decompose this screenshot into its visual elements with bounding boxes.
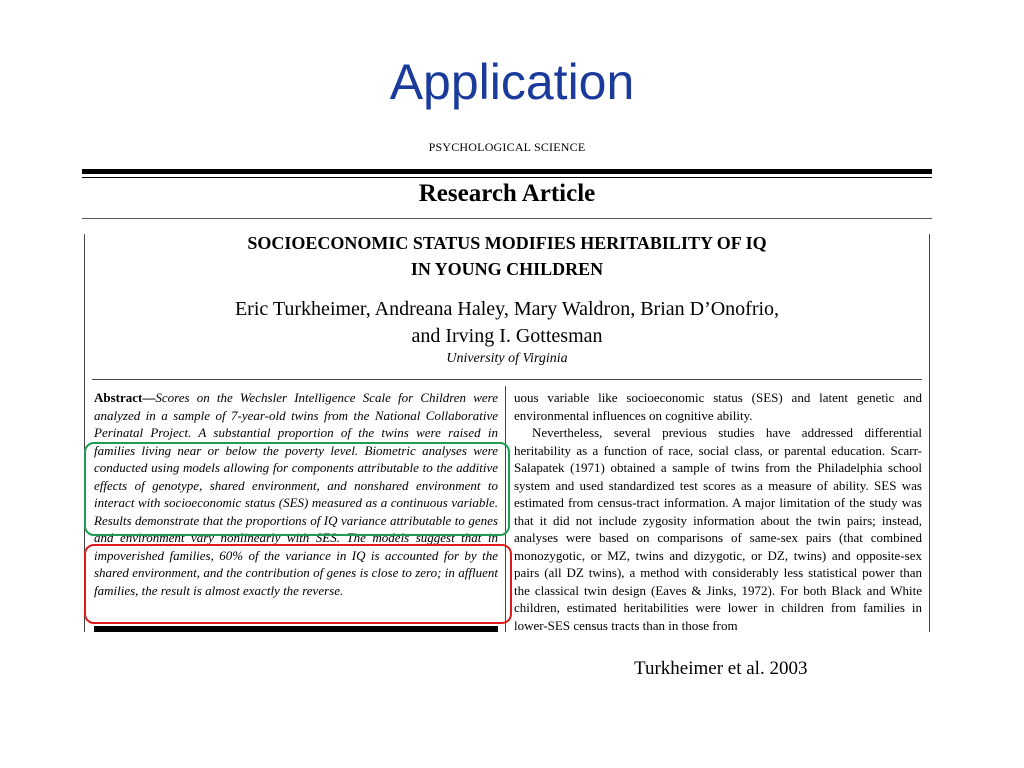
article-type-rule	[82, 218, 932, 219]
body-paragraph-1: uous variable like socioeconomic status (SES) and latent genetic and environmental influences on cognitive ability.	[514, 390, 922, 423]
page-border-right	[929, 234, 930, 632]
paper-authors	[82, 296, 932, 350]
header-rule-thin	[82, 177, 932, 178]
journal-name: PSYCHOLOGICAL SCIENCE	[428, 140, 586, 154]
article-type: Research Article	[418, 180, 596, 207]
red-highlight-box	[84, 544, 512, 624]
citation: Turkheimer et al. 2003	[634, 658, 808, 679]
affiliation: University of Virginia	[446, 351, 568, 366]
body-column-right	[514, 389, 922, 632]
body-paragraph-2: Nevertheless, several previous studies have addressed differential heritability as a function of race, social class, or parental education. Scarr-Salapatek (1971) obtained a sample of twins from the Philadelphia school system and used standardized test scores as a measure of ability. SES was estimated from census-tract information. A major limitation of the study was that it did not include zygosity information about the twin pairs; instead, analyses were based on comparisons of same-sex pairs (that combined monozygotic, or MZ, twins and dizygotic, or DZ, twins) and opposite-sex pairs (all DZ twins), a method with considerably less statistical power than the classical twin design (Eaves & Jinks, 1972). For both Black and White children, estimated heritabilities were lower in children from families in lower-SES census tracts than in those from	[514, 425, 922, 632]
abstract-bottom-bar	[94, 626, 498, 632]
green-highlight-box	[84, 442, 510, 536]
abstract-text: Scores on the Wechsler Intelligence Scale for Children were analyzed in a sample of 7-year-old twins from the National Collaborative Perinatal Project. A substantial proportion of the twins were raised in families living near or below the poverty level. Biometric analyses were conducted using models allowing for components attributable to the additive effects of genotype, shared environment, and nonshared environment to interact with socioeconomic status (SES) measured as a continuous variable. Results demonstrate that the proportions of IQ variance attributable to genes and environment vary nonlinearly with SES. The models suggest that in impoverished families, 60% of the variance in IQ is accounted for by the shared environment, and the contribution of genes is close to zero; in affluent families, the result is almost exactly the reverse.	[94, 390, 498, 598]
slide-title: Application	[389, 54, 635, 110]
authors-line2: and Irving I. Gottesman	[411, 325, 603, 347]
abstract-label: Abstract—	[94, 390, 156, 405]
paper-title	[82, 230, 932, 282]
body-rule	[92, 379, 922, 380]
paper-title-line2: IN YOUNG CHILDREN	[410, 259, 604, 279]
header-rule-thick	[82, 169, 932, 174]
paper-title-line1: SOCIOECONOMIC STATUS MODIFIES HERITABILITY OF IQ	[247, 233, 767, 253]
authors-line1: Eric Turkheimer, Andreana Haley, Mary Waldron, Brian D’Onofrio,	[234, 298, 780, 320]
